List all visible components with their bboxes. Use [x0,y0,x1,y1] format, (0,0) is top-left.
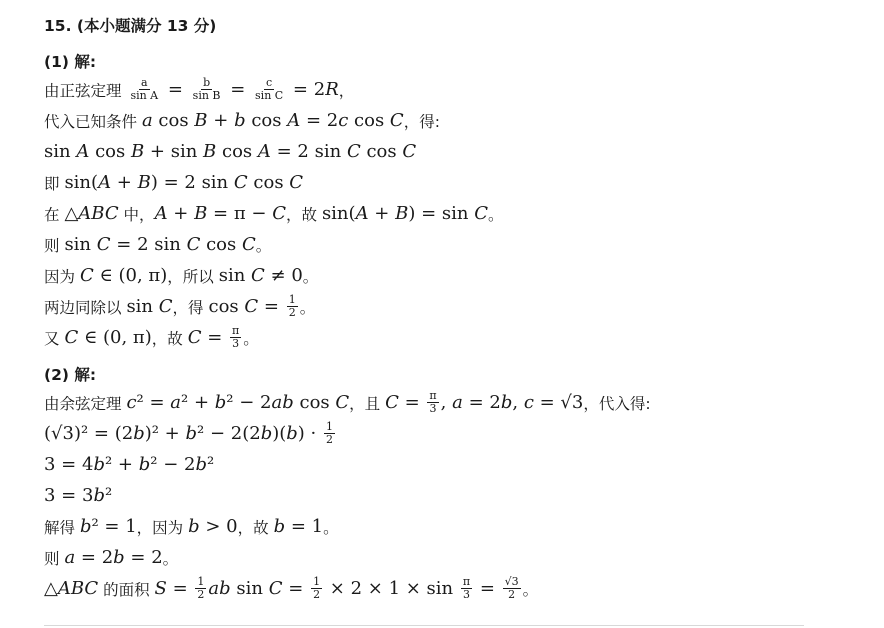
fraction [195,576,206,601]
math-expression: △ABC [64,203,119,224]
text-run: 因为 [44,267,80,286]
fraction-denominator: 2 [325,433,333,446]
math-expression: 3 = 4b² + b² − 2b² [44,454,215,475]
part-2-line-2 [44,418,844,449]
text-run: 。 [243,329,259,348]
text-run: ，得 [172,298,209,317]
math-expression: sin C = 2 sin C cos C [64,234,256,255]
fraction [128,77,160,102]
text-run: 。 [522,580,539,599]
fraction [324,421,335,446]
math-expression: S = [154,578,194,599]
divider [44,625,804,626]
part-2-line-5 [44,511,844,542]
part-1-line-2 [44,105,844,136]
fraction [253,77,285,102]
math-expression: sin C [126,296,173,317]
fraction-numerator: π [462,575,471,588]
fraction-denominator: sin C [255,89,284,102]
fraction-numerator: 1 [197,575,205,588]
math-expression: sin C ≠ 0 [218,265,303,286]
math-expression: b = 1 [273,516,324,537]
text-run: 。 [323,518,339,537]
text-run: ，故 [151,329,188,348]
math-expression: c² = a² + b² − 2ab cos C [126,392,350,413]
part-1-line-1 [44,74,844,105]
math-expression: C = [385,392,426,413]
text-run: 则 [44,549,65,568]
solution-sheet [44,14,844,604]
math-expression: a = 2b = 2 [64,547,163,568]
part-1-line-3 [44,136,844,167]
math-expression: , a = 2b, c = √3 [440,392,584,413]
text-run: 代入已知条件 [44,112,142,131]
part-1-body [44,74,844,353]
text-run: 。 [255,236,272,255]
math-expression: a cos B + b cos A = 2c cos C [141,110,404,131]
fraction-denominator: sin A [130,89,159,102]
fraction-denominator: 3 [462,588,470,601]
math-expression: (√3)² = (2b)² + b² − 2(2b)(b) · [44,423,322,444]
fraction-denominator: 2 [288,306,296,319]
fraction-denominator: 2 [197,588,205,601]
math-expression: = [474,578,501,599]
part-2-heading: (2) 解: [44,366,97,384]
fraction-numerator: π [232,324,240,337]
math-expression: sin(A + B) = sin C [321,203,488,224]
fraction-denominator: 3 [232,337,240,350]
part-1-line-9 [44,322,844,353]
text-run: 。 [302,267,319,286]
fraction-numerator: 1 [313,575,321,588]
text-run: ，所以 [167,267,219,286]
text-run: 。 [162,549,179,568]
text-run: ，故 [286,205,322,224]
text-run: ，代入得: [583,394,651,413]
text-run: 两边同除以 [44,298,127,317]
part-1-heading: (1) 解: [44,53,97,71]
math-expression: × 2 × 1 × sin [324,578,454,599]
fraction-numerator: π [429,389,437,402]
fraction [461,576,472,601]
fraction-numerator: b [203,76,211,89]
part-2-line-1 [44,387,844,418]
math-expression: = [162,79,189,100]
math-expression: cos C = [208,296,285,317]
fraction-denominator: 2 [508,588,516,601]
math-expression: C ∈ (0, π) [64,327,152,348]
math-expression: A + B = π − C [154,203,286,224]
math-expression: C ∈ (0, π) [79,265,168,286]
fraction-denominator: sin B [192,89,221,102]
fraction [191,77,223,102]
text-run: ，因为 [136,518,189,537]
fraction-numerator: √3 [504,575,519,588]
text-run: 解得 [44,518,80,537]
text-run: ，得: [403,112,440,131]
part-2-line-6 [44,542,844,573]
math-expression: b² = 1 [79,516,137,537]
text-run: 。 [488,205,504,224]
part-2-line-7 [44,573,844,604]
text-run: ， [338,81,355,100]
math-expression: C = [187,327,229,348]
fraction-numerator: c [266,76,273,89]
text-run: 中， [118,205,155,224]
fraction-denominator: 3 [429,402,437,415]
fraction [311,576,322,601]
text-run: 由正弦定理 [44,81,127,100]
fraction [230,325,241,350]
part-1-line-5 [44,198,844,229]
text-run: 则 [44,236,65,255]
problem-title: 15. (本小题满分 13 分) [44,17,217,35]
math-expression: 3 = 3b² [44,485,113,506]
math-expression: sin A cos B + sin B cos A = 2 sin C cos C [44,141,417,162]
part-1-line-7 [44,260,844,291]
fraction [287,294,298,319]
math-expression: △ABC [44,578,99,599]
part-1-line-4 [44,167,844,198]
text-run: 由余弦定理 [44,394,127,413]
text-run: 。 [299,298,316,317]
fraction-denominator: 2 [313,588,321,601]
text-run: ，且 [349,394,386,413]
part-2-line-3 [44,449,844,480]
part-2-line-4 [44,480,844,511]
text-run: 在 [44,205,65,224]
fraction [503,576,521,601]
fraction [427,390,438,415]
math-expression: b > 0 [188,516,238,537]
fraction-numerator: 1 [325,420,333,433]
math-expression: = 2R [287,79,339,100]
fraction-numerator: 1 [288,293,296,306]
part-1-line-6 [44,229,844,260]
fraction-numerator: a [141,76,148,89]
text-run: ，故 [237,518,274,537]
math-expression: sin(A + B) = 2 sin C cos C [64,172,304,193]
text-run: 的面积 [98,580,155,599]
text-run: 即 [44,174,65,193]
math-expression: ab sin C = [208,578,310,599]
text-run: 又 [44,329,65,348]
part-1-line-8 [44,291,844,322]
math-expression: = [224,79,252,100]
part-2-body [44,387,844,604]
